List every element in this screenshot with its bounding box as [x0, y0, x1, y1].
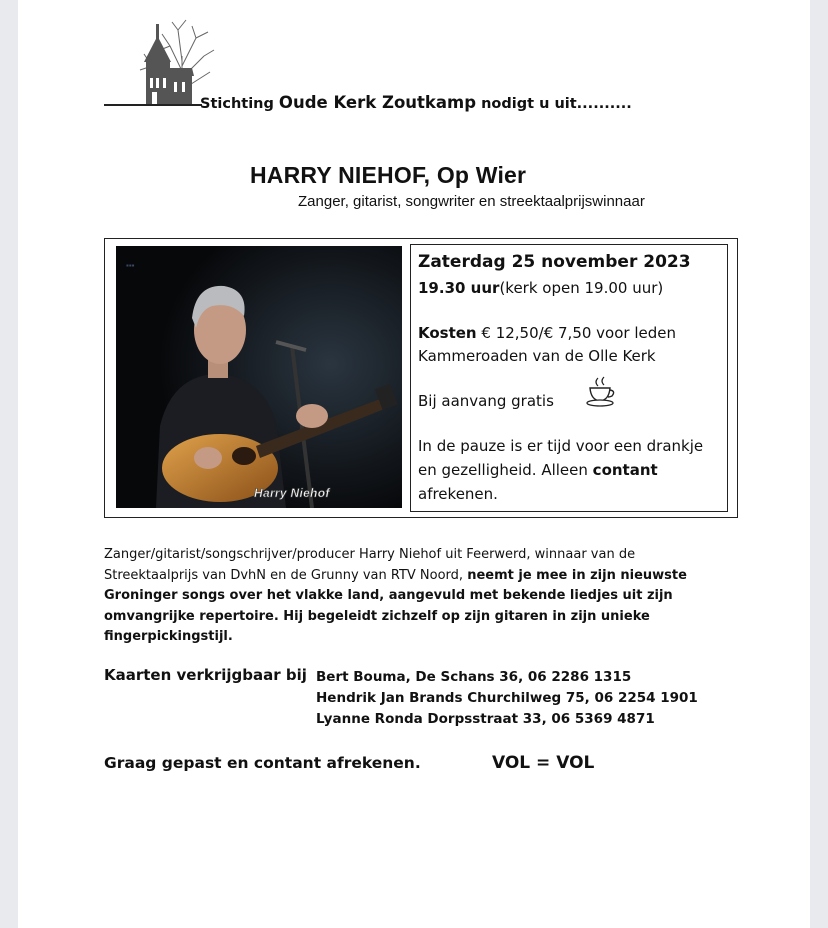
event-time-doors: (kerk open 19.00 uur): [499, 279, 664, 297]
description-line-5: fingerpickingstijl.: [104, 629, 233, 644]
pause-text: en gezelligheid. Alleen: [418, 461, 593, 479]
cost-value: € 12,50/€ 7,50 voor leden: [476, 324, 676, 342]
organizer-name: Oude Kerk Zoutkamp: [278, 93, 477, 112]
event-title: HARRY NIEHOF, Op Wier: [250, 162, 527, 188]
coffee-cup-icon: [584, 374, 618, 408]
tickets-label: Kaarten verkrijgbaar bij: [104, 666, 307, 684]
description-line-2b: neemt je mee in zijn nieuwste: [467, 567, 687, 583]
photo-caption: Harry Niehof: [254, 486, 330, 500]
description-line-4: omvangrijke repertoire. Hij begeleidt zichzelf op zijn gitaren in zijn unieke: [104, 608, 650, 624]
artist-photo: [116, 246, 402, 508]
description-line-2: [104, 566, 704, 587]
event-cost: [418, 324, 676, 342]
pause-line-1: In de pauze is er tijd voor een drankje: [418, 437, 704, 455]
event-time: [418, 279, 663, 297]
payment-note: Graag gepast en contant afrekenen.: [104, 754, 421, 772]
organizer-suffix: nodigt u uit..........: [476, 96, 632, 112]
organizer-prefix: Stichting: [200, 96, 279, 112]
header-divider: [104, 104, 202, 106]
description-line-2a: Streektaalprijs van DvhN en de Grunny van RTV Noord,: [104, 567, 468, 583]
svg-text:▪▪▪: ▪▪▪: [126, 261, 135, 270]
organizer-line: [200, 93, 632, 112]
seller-1: Bert Bouma, De Schans 36, 06 2286 1315: [316, 669, 632, 685]
event-description: [104, 545, 704, 648]
cost-label: Kosten: [418, 324, 477, 342]
description-line-1: Zanger/gitarist/songschrijver/producer Harry Niehof uit Feerwerd, winnaar van de: [104, 547, 636, 562]
seller-2: Hendrik Jan Brands Churchilweg 75, 06 2254 1901: [316, 690, 698, 706]
coffee-text: Bij aanvang gratis: [418, 392, 554, 410]
pause-line-3: afrekenen.: [418, 485, 498, 503]
event-subtitle: Zanger, gitarist, songwriter en streektaalprijswinnaar: [298, 193, 645, 210]
cost-members: Kammeroaden van de Olle Kerk: [418, 347, 656, 365]
event-time-start: 19.30 uur: [418, 279, 500, 297]
description-line-3: Groninger songs over het vlakke land, aangevuld met bekende liedjes uit zijn: [104, 588, 673, 603]
pause-cash: contant: [592, 461, 658, 479]
coffee-line: [418, 392, 554, 410]
capacity-note: VOL = VOL: [492, 753, 595, 773]
event-date: Zaterdag 25 november 2023: [418, 252, 691, 272]
pause-line-2: [418, 461, 658, 479]
seller-3: Lyanne Ronda Dorpsstraat 33, 06 5369 4871: [316, 711, 655, 727]
